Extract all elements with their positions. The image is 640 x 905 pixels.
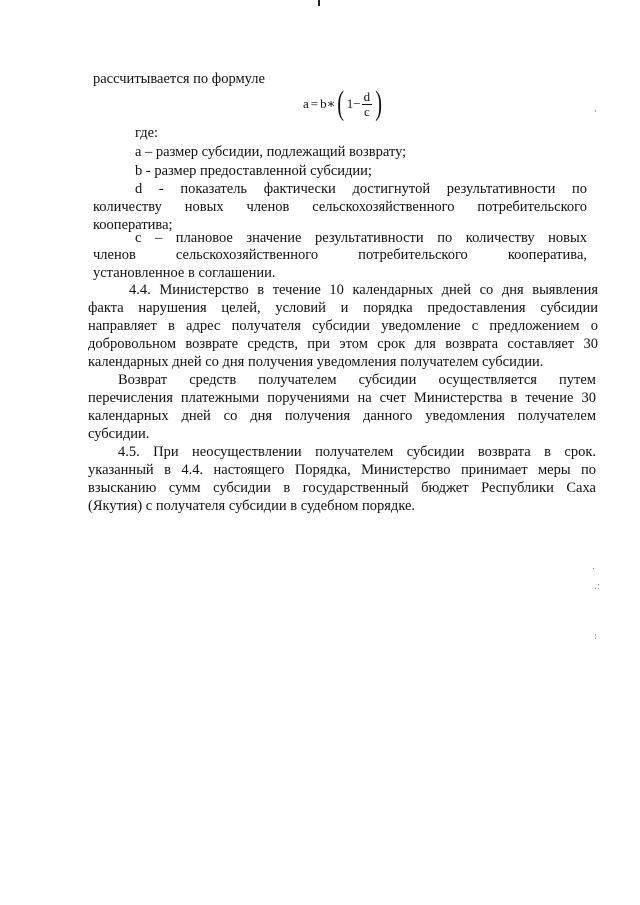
scan-speck: : <box>594 632 598 642</box>
where-label: где: <box>135 125 159 141</box>
paragraph-4-5-line-3: взысканию сумм субсидии в государственный бюджет Республики Саха <box>88 480 596 496</box>
definition-d-line-3: кооператива; <box>93 217 173 233</box>
formula <box>303 84 384 124</box>
formula-left-paren: ( <box>337 85 345 122</box>
paragraph-return-line-3: календарных дней со дня получения данного уведомления получателем <box>88 408 596 424</box>
paragraph-return-line-1: Возврат средств получателем субсидии осуществляется путем <box>118 372 596 388</box>
scan-speck: .: <box>594 582 600 592</box>
formula-multiply: ∗ <box>326 96 336 111</box>
scan-speck: , <box>594 104 597 114</box>
paragraph-4-5-line-2: указанный в 4.4. настоящего Порядка, Министерство принимает меры по <box>88 462 596 478</box>
paragraph-4-4-line-5: календарных дней со дня получения уведомления получателем субсидии. <box>88 354 544 370</box>
formula-denominator: c <box>364 103 370 119</box>
formula-one: 1 <box>346 96 354 111</box>
definition-c-line-1: с – плановое значение результативности по количеству новых <box>135 230 587 246</box>
paragraph-return-line-2: перечисления платежными поручениями на счет Министерства в течение 30 <box>88 390 596 406</box>
paragraph-4-4-line-3: направляет в адрес получателя субсидии уведомление с предложением о <box>88 318 598 334</box>
formula-b: b <box>320 96 327 111</box>
formula-fraction <box>362 90 373 119</box>
formula-numerator: d <box>363 88 371 104</box>
paragraph-4-4-line-4: добровольном возврате средств, при этом срок для возврата составляет 30 <box>88 336 598 352</box>
paragraph-4-5-line-1: 4.5. При неосуществлении получателем субсидии возврата в срок. <box>118 444 596 460</box>
paragraph-return-line-4: субсидии. <box>88 426 150 442</box>
scan-speck: . <box>592 562 595 572</box>
definition-d-line-2: количеству новых членов сельскохозяйственного потребительского <box>93 199 587 215</box>
definition-d-line-1: d - показатель фактически достигнутой результативности по <box>135 181 587 197</box>
definition-a: a – размер субсидии, подлежащий возврату; <box>135 144 407 160</box>
scan-mark <box>318 0 320 6</box>
intro-line: рассчитывается по формуле <box>93 71 265 87</box>
definition-c-line-3: установленное в соглашении. <box>93 265 276 281</box>
formula-a: a <box>303 96 309 111</box>
paragraph-4-4-line-1: 4.4. Министерство в течение 10 календарных дней со дня выявления <box>129 282 598 298</box>
definition-b: b - размер предоставленной субсидии; <box>135 163 372 179</box>
paragraph-4-5-line-4: (Якутия) с получателя субсидии в судебном порядке. <box>88 498 416 514</box>
paragraph-4-4-line-2: факта нарушения целей, условий и порядка предоставления субсидии <box>88 300 598 316</box>
formula-equals: = <box>310 96 319 111</box>
definition-c-line-2: членов сельскохозяйственного потребительского кооператива, <box>93 247 587 263</box>
formula-right-paren: ) <box>375 85 383 122</box>
formula-minus: − <box>353 96 361 111</box>
